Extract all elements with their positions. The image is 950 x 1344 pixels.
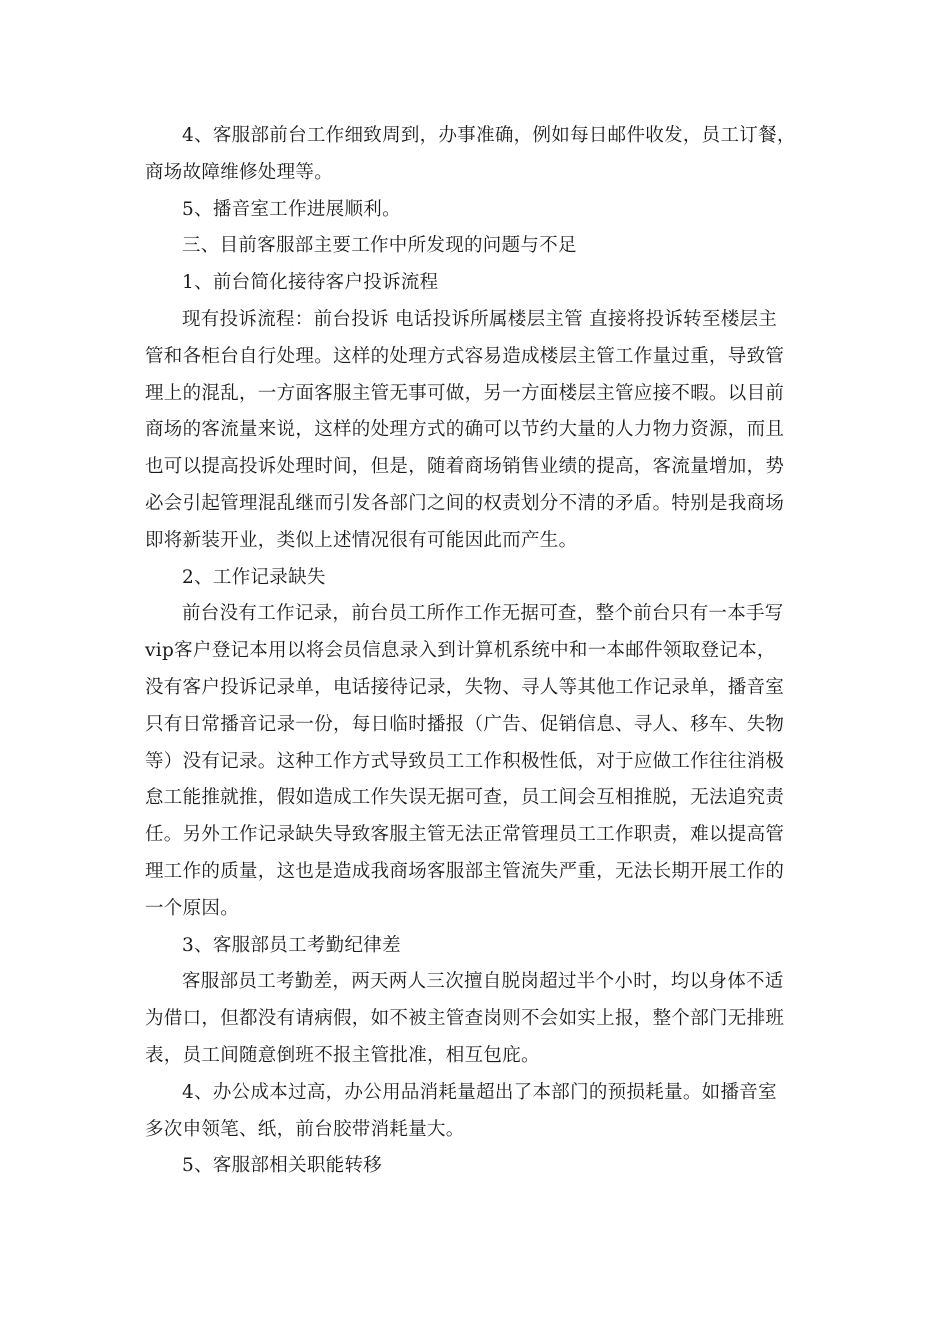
text-line: 商场的客流量来说，这样的处理方式的确可以节约大量的人力物力资源，而且 bbox=[145, 419, 785, 441]
paragraph bbox=[145, 302, 807, 560]
text-line: 4、办公成本过高，办公用品消耗量超出了本部门的预损耗量。如播音室 bbox=[182, 1081, 777, 1103]
text-line: 一个原因。 bbox=[145, 897, 240, 919]
text-line: 管和各柜台自行处理。这样的处理方式容易造成楼层主管工作量过重，导致管 bbox=[145, 345, 785, 367]
text-line: 前台没有工作记录，前台员工所作工作无据可查，整个前台只有一本手写 bbox=[182, 603, 784, 625]
text-line: 也可以提高投诉处理时间，但是，随着商场销售业绩的提高，客流量增加，势 bbox=[145, 456, 785, 478]
text-line: vip客户登记本用以将会员信息录入到计算机系统中和一本邮件领取登记本， bbox=[145, 640, 776, 662]
text-line: 客服部员工考勤差，两天两人三次擅自脱岗超过半个小时，均以身体不适 bbox=[182, 971, 784, 993]
subheading bbox=[145, 560, 807, 597]
text-line: 即将新装开业，类似上述情况很有可能因此而产生。 bbox=[145, 529, 578, 551]
text-line: 只有日常播音记录一份，每日临时播报（广告、促销信息、寻人、移车、失物 bbox=[145, 713, 785, 735]
text-line: 4、客服部前台工作细致周到，办事准确，例如每日邮件收发，员工订餐， bbox=[182, 125, 796, 146]
text-line: 5、播音室工作进展顺利。 bbox=[182, 198, 401, 220]
text-line: 1、前台简化接待客户投诉流程 bbox=[182, 272, 439, 294]
document-page bbox=[145, 118, 807, 1185]
text-line: 多次申领笔、纸，前台胶带消耗量大。 bbox=[145, 1118, 465, 1140]
subheading bbox=[145, 1148, 807, 1185]
text-line: 商场故障维修处理等。 bbox=[145, 161, 334, 183]
subheading bbox=[145, 265, 807, 302]
paragraph bbox=[145, 192, 807, 229]
text-line: 理上的混乱，一方面客服主管无事可做，另一方面楼层主管应接不暇。以目前 bbox=[145, 382, 785, 404]
text-line: 2、工作记录缺失 bbox=[182, 566, 326, 588]
paragraph bbox=[145, 118, 807, 192]
text-line: 任。另外工作记录缺失导致客服主管无法正常管理员工工作职责，难以提高管 bbox=[145, 824, 785, 846]
text-line: 没有客户投诉记录单，电话接待记录，失物、寻人等其他工作记录单，播音室 bbox=[145, 676, 785, 698]
text-line: 5、客服部相关职能转移 bbox=[182, 1155, 383, 1177]
paragraph bbox=[145, 964, 807, 1074]
text-line: 必会引起管理混乱继而引发各部门之间的权责划分不清的矛盾。特别是我商场 bbox=[145, 492, 785, 514]
text-line: 为借口，但都没有请病假，如不被主管查岗则不会如实上报，整个部门无排班 bbox=[145, 1008, 785, 1030]
text-line: 怠工能推就推，假如造成工作失误无据可查，员工间会互相推脱，无法追究责 bbox=[145, 787, 785, 809]
paragraph bbox=[145, 1075, 807, 1149]
section-heading bbox=[145, 228, 807, 265]
text-line: 理工作的质量，这也是造成我商场客服部主管流失严重，无法长期开展工作的 bbox=[145, 860, 785, 882]
text-line: 等）没有记录。这种工作方式导致员工工作积极性低，对于应做工作往往消极 bbox=[145, 750, 785, 772]
text-line: 现有投诉流程：前台投诉 电话投诉所属楼层主管 直接将投诉转至楼层主 bbox=[182, 308, 778, 330]
text-line: 表，员工间随意倒班不报主管批准，相互包庇。 bbox=[145, 1044, 540, 1066]
text-line: 三、目前客服部主要工作中所发现的问题与不足 bbox=[182, 235, 577, 257]
subheading bbox=[145, 928, 807, 965]
paragraph bbox=[145, 596, 807, 927]
text-line: 3、客服部员工考勤纪律差 bbox=[182, 934, 401, 956]
